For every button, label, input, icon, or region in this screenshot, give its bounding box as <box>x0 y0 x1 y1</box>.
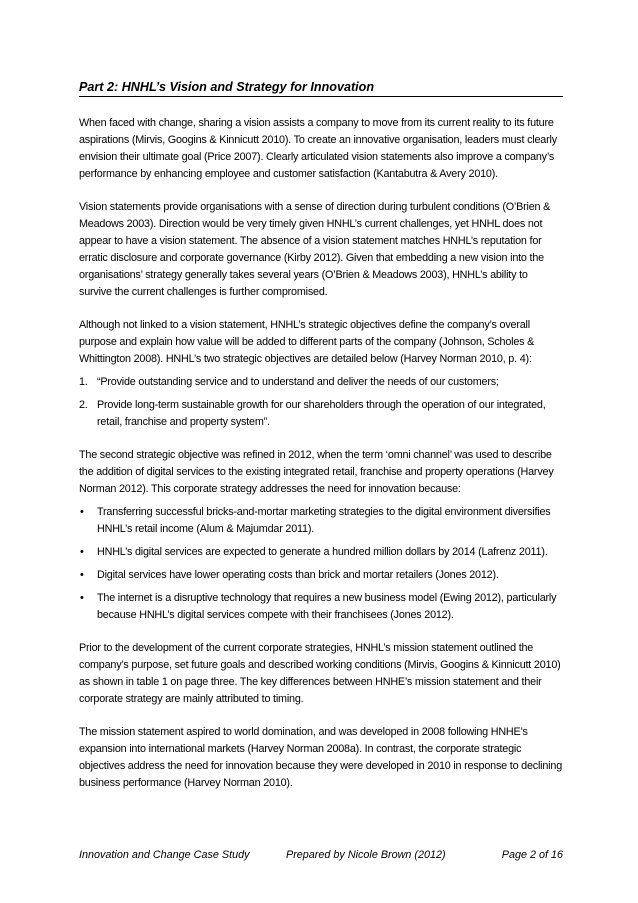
paragraph-vision-intro: When faced with change, sharing a vision assists a company to move from its current reality to its future aspirations (Mirvis, Googins & Kinnicutt 2010). To create an innovative organisation, leaders must clearly envision their ultimate goal (Price 2007). Clearly articulated vision statements also improve a company’s performance by enhancing employee and customer satisfaction (Kantabutra & Avery 2010). <box>79 117 557 180</box>
bullet-icon: • <box>80 569 84 581</box>
bullet-item <box>79 504 563 538</box>
paragraph-strategic-objectives: Although not linked to a vision statement, HNHL’s strategic objectives define the company’s overall purpose and explain how value will be added to different parts of the company (Johnson, Scholes & Whittington 2008). HNHL’s two strategic objectives are detailed below (Harvey Norman 2010, p. 4): <box>79 319 535 365</box>
bullet-text: The internet is a disruptive technology that requires a new business model (Ewing 2012), particularly because HNHL’s digital services compete with their franchisees (Jones 2012). <box>97 592 557 621</box>
footer-author: Prepared by Nicole Brown (2012) <box>286 849 446 861</box>
bullet-icon: • <box>80 506 84 518</box>
objective-item <box>79 374 563 391</box>
innovation-reasons-list <box>79 504 563 624</box>
bullet-icon: • <box>80 592 84 604</box>
paragraph-mission-statement: Prior to the development of the current corporate strategies, HNHL’s mission statement outlined the company’s purpose, set future goals and described working conditions (Mirvis, Googins & Kinnicutt 2010) as shown in table 1 on page three. The key differences between HNHE’s mission statement and their corporate strategy are mainly attributed to timing. <box>79 642 561 705</box>
bullet-text: Transferring successful bricks-and-mortar marketing strategies to the digital environment diversifies HNHL’s retail income (Alum & Majumdar 2011). <box>97 506 551 535</box>
objective-text: “Provide outstanding service and to understand and deliver the needs of our customers; <box>97 376 499 388</box>
bullet-icon: • <box>80 546 84 558</box>
footer-document-title: Innovation and Change Case Study <box>79 849 250 861</box>
list-number: 1. <box>79 376 88 388</box>
bullet-item <box>79 590 563 624</box>
bullet-text: HNHL’s digital services are expected to generate a hundred million dollars by 2014 (Lafrenz 2011). <box>97 546 548 558</box>
document-body <box>79 115 563 808</box>
objectives-list <box>79 374 563 431</box>
bullet-item <box>79 544 563 561</box>
paragraph-vision-statements: Vision statements provide organisations with a sense of direction during turbulent conditions (O’Brien & Meadows 2003). Direction would be very timely given HNHL’s current challenges, yet HNHL does not appear to have a vision statement. The absence of a vision statement matches HNHL’s reputation for erratic disclosure and corporate governance (Kirby 2012). Given that embedding a new vision into the organisations’ strategy generally takes several years (O’Brien & Meadows 2003), HNHL’s ability to survive the current challenges is further compromised. <box>79 201 551 298</box>
paragraph-world-domination: The mission statement aspired to world domination, and was developed in 2008 following HNHE’s expansion into international markets (Harvey Norman 2008a). In contrast, the corporate strategic objectives address the need for innovation because they were developed in 2010 in response to declining business performance (Harvey Norman 2010). <box>79 726 562 789</box>
footer-page-number: Page 2 of 16 <box>501 849 563 861</box>
paragraph-omni-channel: The second strategic objective was refined in 2012, when the term ‘omni channel’ was used to describe the addition of digital services to the existing integrated retail, franchise and property operations (Harvey Norman 2012). This corporate strategy addresses the need for innovation because: <box>79 449 554 495</box>
list-number: 2. <box>79 399 88 411</box>
bullet-text: Digital services have lower operating costs than brick and mortar retailers (Jones 2012). <box>97 569 499 581</box>
objective-text: Provide long-term sustainable growth for our shareholders through the operation of our integrated, retail, franchise and property system”. <box>97 399 546 428</box>
objective-item <box>79 397 563 431</box>
section-heading: Part 2: HNHL’s Vision and Strategy for Innovation <box>79 79 563 97</box>
bullet-item <box>79 567 563 584</box>
